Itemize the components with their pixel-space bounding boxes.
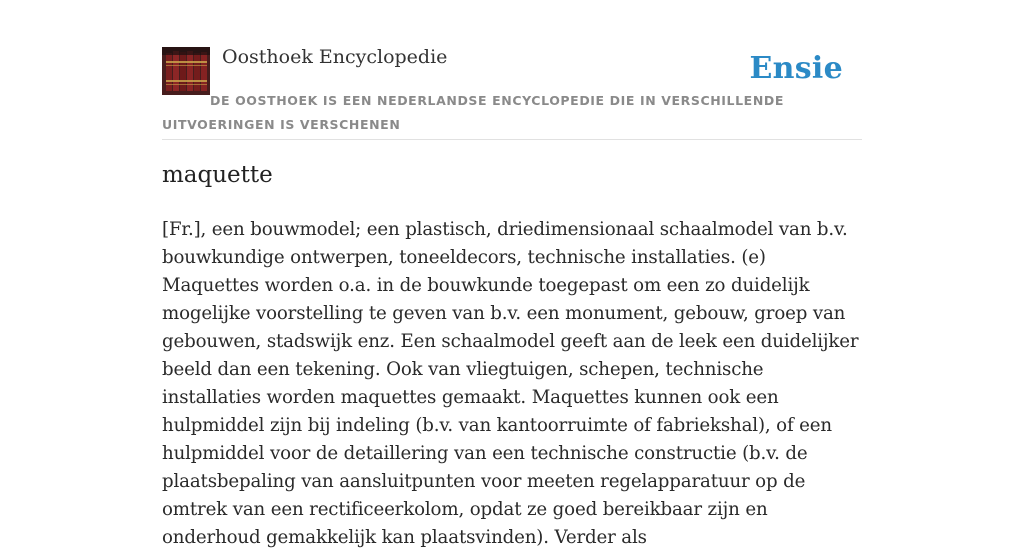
site-name[interactable]: Oosthoek Encyclopedie — [222, 46, 448, 68]
site-tagline: DE OOSTHOEK IS EEN NEDERLANDSE ENCYCLOPEDIE DIE IN VERSCHILLENDE UITVOERINGEN IS VERSCHENEN — [162, 93, 784, 132]
encyclopedia-books-icon[interactable] — [162, 47, 210, 95]
brand-logo-link[interactable]: Ensie — [749, 51, 843, 86]
article-title: maquette — [162, 162, 273, 188]
article-body: [Fr.], een bouwmodel; een plastisch, driedimensionaal schaalmodel van b.v. bouwkundige ontwerpen, toneeldecors, technische installaties. (e) Maquettes worden o.a. in de bouwkunde toegepast om een zo duidelijk mogelijke voorstelling te geven van b.v. een monument, gebouw, groep van gebouwen, stadswijk enz. Een schaalmodel geeft aan de leek een duidelijker beeld dan een tekening. Ook van vliegtuigen, schepen, technische installaties worden maquettes gemaakt. Maquettes kunnen ook een hulpmiddel zijn bij indeling (b.v. van kantoorruimte of fabriekshal), of een hulpmiddel voor de detaillering van een technische constructie (b.v. de plaatsbepaling van aansluitpunten voor meeten regelapparatuur op de omtrek van een rectificeerkolom, opdat ze goed bereikbaar zijn en onderhoud gemakkelijk kan plaatsvinden). Verder als — [162, 219, 859, 548]
page-container — [162, 0, 862, 548]
site-header — [162, 0, 862, 140]
